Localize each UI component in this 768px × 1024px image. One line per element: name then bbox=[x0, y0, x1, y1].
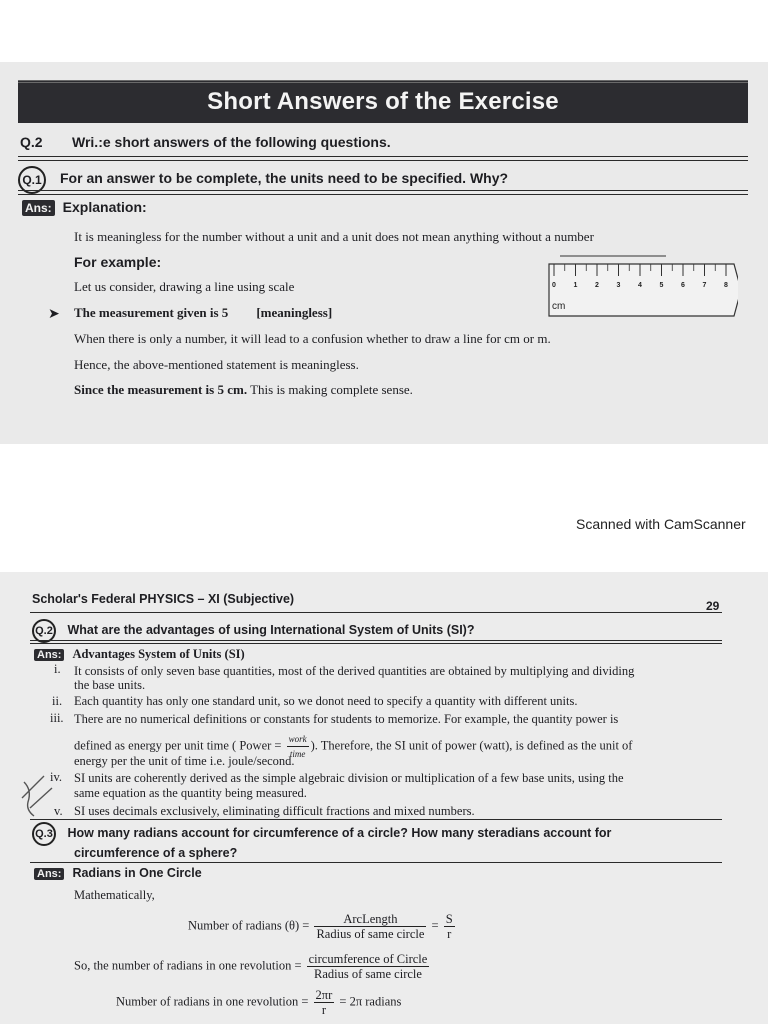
equation-equals: = bbox=[431, 918, 439, 933]
ruler-tick-label: 1 bbox=[573, 282, 578, 289]
ruler-unit-label: cm bbox=[552, 301, 566, 312]
divider bbox=[18, 194, 748, 195]
list-item-text: SI uses decimals exclusively, eliminating difficult fractions and mixed numbers. bbox=[74, 804, 475, 818]
equation-lhs: So, the number of radians in one revolution = bbox=[74, 958, 302, 973]
running-title: Scholar's Federal PHYSICS – XI (Subjective) bbox=[32, 592, 295, 606]
ruler-tick-label: 7 bbox=[702, 282, 707, 289]
list-item-text: same equation as the quantity being measured. bbox=[74, 786, 307, 800]
divider bbox=[30, 612, 722, 613]
question-section-number: Q.2 bbox=[20, 134, 43, 150]
question-text-continued: circumference of a sphere? bbox=[74, 846, 238, 860]
question-text: How many radians account for circumference of a circle? How many steradians account for bbox=[67, 826, 612, 841]
equation-lhs: Number of radians (θ) = bbox=[188, 918, 310, 933]
ruler-tick-label: 5 bbox=[659, 282, 664, 289]
answer-heading: Advantages System of Units (SI) bbox=[72, 647, 245, 661]
answer-badge: Ans: bbox=[34, 868, 64, 880]
fraction-numerator: ArcLength bbox=[314, 912, 426, 927]
answer-heading-row bbox=[34, 866, 202, 881]
question-text: For an answer to be complete, the units need to be specified. Why? bbox=[60, 170, 509, 186]
fraction-denominator: Radius of same circle bbox=[316, 927, 425, 941]
confusion-line: When there is only a number, it will lead to a confusion whether to draw a line for cm or m. bbox=[74, 331, 551, 346]
answer-heading: Radians in One Circle bbox=[72, 866, 202, 880]
fraction-numerator: 2πr bbox=[315, 988, 333, 1002]
question-number-circle: Q.3 bbox=[32, 822, 56, 846]
meaningless-line: Hence, the above-mentioned statement is meaningless. bbox=[74, 357, 359, 372]
equation-result bbox=[116, 988, 401, 1017]
question-text: What are the advantages of using International System of Units (SI)? bbox=[67, 623, 475, 638]
ruler-tick-label: 6 bbox=[681, 282, 685, 289]
answer-heading-row bbox=[34, 647, 245, 662]
equation-lhs: Number of radians in one revolution = bbox=[116, 994, 309, 1009]
ruler-tick-label: 3 bbox=[616, 282, 621, 289]
question-section-text: Wri.:e short answers of the following questions. bbox=[72, 134, 391, 150]
fraction-denominator: time bbox=[289, 749, 306, 759]
equation-radians bbox=[188, 912, 457, 941]
power-definition-end: ). Therefore, the SI unit of power (watt), is defined as the unit of bbox=[310, 738, 633, 753]
answer-heading: Explanation: bbox=[62, 199, 147, 215]
power-definition-start: defined as energy per unit time ( Power = bbox=[74, 738, 282, 753]
page-number: 29 bbox=[706, 599, 720, 613]
list-item-number: i. bbox=[54, 662, 61, 676]
divider bbox=[18, 190, 748, 191]
answer-badge: Ans: bbox=[34, 649, 64, 661]
list-item-text: the base units. bbox=[74, 678, 146, 692]
fraction-numerator: work bbox=[287, 732, 309, 747]
divider bbox=[30, 643, 722, 644]
divider bbox=[30, 640, 722, 641]
list-item-text: energy per the unit of time i.e. joule/second. bbox=[74, 754, 295, 768]
section-header-bar bbox=[18, 80, 748, 123]
fraction-denominator: r bbox=[447, 927, 452, 941]
fraction-denominator: Radius of same circle bbox=[313, 967, 422, 981]
divider bbox=[30, 862, 722, 863]
section-title: Short Answers of the Exercise bbox=[207, 88, 559, 115]
question-number-circle: Q.2 bbox=[32, 619, 56, 643]
fraction-denominator: r bbox=[321, 1003, 326, 1017]
ruler-illustration bbox=[548, 254, 738, 318]
list-item-text: It consists of only seven base quantities, most of the derived quantities are obtained by multiplying and dividing bbox=[74, 664, 635, 678]
scanner-watermark: Scanned with CamScanner bbox=[576, 516, 746, 532]
list-item-number: iii. bbox=[50, 711, 64, 725]
mathematically-label: Mathematically, bbox=[74, 888, 155, 902]
measurement-bold: The measurement given is 5 bbox=[74, 305, 229, 320]
list-item-number: iv. bbox=[50, 770, 63, 784]
divider bbox=[18, 156, 748, 157]
ruler-tick-label: 4 bbox=[638, 282, 642, 289]
question-section-heading bbox=[20, 134, 391, 150]
list-item-text: SI units are coherently derived as the simple algebraic division or multiplication of a few base units, using the bbox=[74, 771, 624, 785]
complete-sense-rest: This is making complete sense. bbox=[247, 382, 413, 397]
divider bbox=[18, 160, 748, 161]
ruler-tick-label: 2 bbox=[595, 282, 599, 289]
equation-fraction bbox=[307, 952, 430, 981]
fraction-numerator: circumference of Circle bbox=[308, 952, 428, 966]
list-item-text: There are no numerical definitions or constants for students to memorize. For example, the quantity power is bbox=[74, 712, 619, 726]
ruler-tick-label: 8 bbox=[724, 282, 728, 289]
equation-revolution bbox=[74, 952, 431, 981]
list-item-number: ii. bbox=[52, 694, 63, 708]
measurement-line bbox=[74, 305, 332, 321]
fraction-numerator: S bbox=[445, 912, 453, 926]
answer-badge: Ans: bbox=[22, 200, 55, 216]
question-number-circle: Q.1 bbox=[18, 166, 46, 194]
divider bbox=[30, 819, 722, 820]
equation-fraction bbox=[444, 912, 455, 941]
equation-fraction bbox=[314, 988, 335, 1017]
equation-fraction bbox=[314, 912, 426, 941]
arrow-bullet-icon: ➤ bbox=[48, 307, 60, 322]
complete-sense-line bbox=[74, 382, 413, 398]
meaningless-tag: [meaningless] bbox=[256, 305, 333, 320]
scanned-page-bottom bbox=[0, 572, 768, 1024]
example-line: Let us consider, drawing a line using scale bbox=[74, 279, 295, 294]
pen-mark-scribble bbox=[18, 768, 58, 820]
equation-rhs: = 2π radians bbox=[339, 994, 402, 1009]
complete-sense-bold: Since the measurement is 5 cm. bbox=[74, 382, 248, 397]
scanned-page-top bbox=[0, 62, 768, 444]
explanation-line: It is meaningless for the number without a unit and a unit does not mean anything without a number bbox=[74, 229, 594, 244]
example-heading: For example: bbox=[74, 254, 162, 270]
list-item-text: Each quantity has only one standard unit, so we donot need to specify a quantity with different units. bbox=[74, 694, 578, 708]
question-row bbox=[32, 822, 611, 846]
ruler-tick-label: 0 bbox=[552, 282, 556, 289]
answer-heading-row bbox=[22, 199, 147, 216]
list-item-number: v. bbox=[54, 804, 63, 818]
